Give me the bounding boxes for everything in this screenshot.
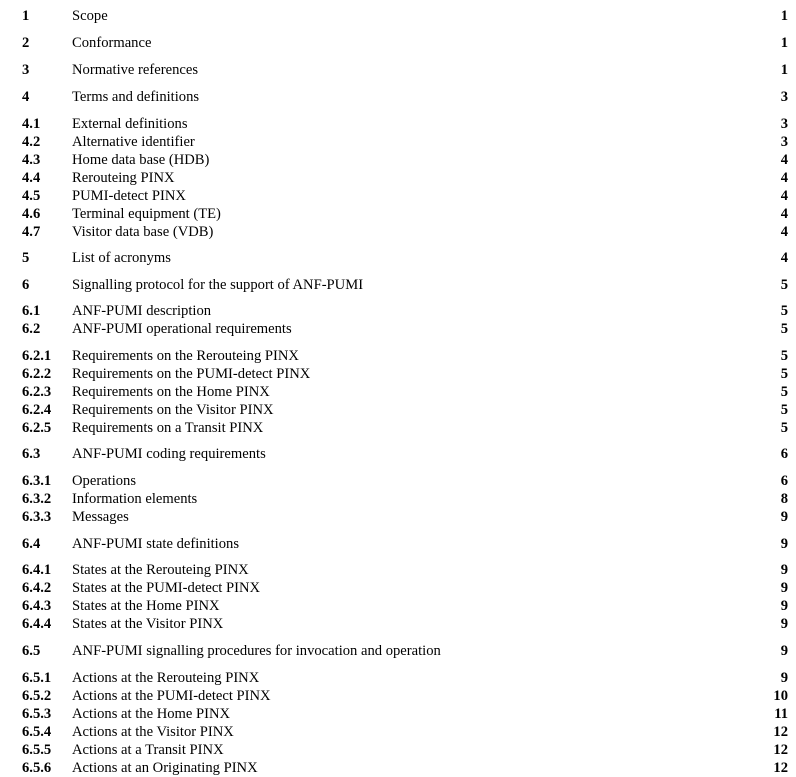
toc-entry-number: 6.5.4 <box>22 724 52 740</box>
toc-entry[interactable] <box>0 61 796 79</box>
toc-entry-title[interactable]: Alternative identifier <box>72 134 195 150</box>
toc-entry[interactable] <box>0 383 796 401</box>
toc-entry-page-number: 5 <box>780 303 788 319</box>
toc-entry[interactable] <box>0 34 796 52</box>
toc-entry-page-number: 8 <box>780 491 788 507</box>
toc-entry-title[interactable]: Actions at the Rerouteing PINX <box>72 670 260 686</box>
toc-entry-page-number: 3 <box>780 89 788 105</box>
toc-entry-page-number: 4 <box>780 206 788 222</box>
toc-entry-number: 1 <box>22 8 30 24</box>
toc-entry[interactable] <box>0 88 796 106</box>
toc-entry[interactable] <box>0 115 796 133</box>
toc-entry-title[interactable]: Rerouteing PINX <box>72 170 175 186</box>
toc-entry-page-number: 1 <box>780 8 788 24</box>
toc-entry-number: 4.3 <box>22 152 41 168</box>
toc-entry-number: 4.7 <box>22 224 41 240</box>
toc-entry-page-number: 9 <box>780 509 788 525</box>
toc-entry-page-number: 1 <box>780 35 788 51</box>
toc-entry[interactable] <box>0 723 796 741</box>
toc-entry-title[interactable]: Requirements on the PUMI-detect PINX <box>72 366 311 382</box>
toc-entry-title[interactable]: ANF-PUMI description <box>72 303 212 319</box>
toc-entry-number: 2 <box>22 35 30 51</box>
toc-entry[interactable] <box>0 445 796 463</box>
toc-entry-number: 6.5 <box>22 643 41 659</box>
toc-entry-number: 6.5.5 <box>22 742 52 758</box>
toc-entry-title[interactable]: Messages <box>72 509 129 525</box>
toc-entry-number: 6.2.4 <box>22 402 52 418</box>
toc-entry-number: 6.4 <box>22 536 41 552</box>
toc-entry-page-number: 10 <box>773 688 788 704</box>
toc-entry-number: 5 <box>22 250 30 266</box>
toc-entry[interactable] <box>0 401 796 419</box>
toc-entry-title[interactable]: States at the Rerouteing PINX <box>72 562 249 578</box>
toc-entry[interactable] <box>0 615 796 633</box>
toc-entry-number: 6.3.1 <box>22 473 52 489</box>
toc-entry-number: 6.4.2 <box>22 580 52 596</box>
toc-entry-title[interactable]: Information elements <box>72 491 198 507</box>
toc-entry-title[interactable]: Actions at the Visitor PINX <box>72 724 234 740</box>
toc-entry[interactable] <box>0 205 796 223</box>
toc-entry[interactable] <box>0 579 796 597</box>
toc-entry-number: 6.5.6 <box>22 760 52 776</box>
toc-entry-title[interactable]: Visitor data base (VDB) <box>72 224 214 240</box>
toc-entry-number: 6.2 <box>22 321 41 337</box>
toc-entry-title[interactable]: Requirements on a Transit PINX <box>72 420 264 436</box>
toc-entry-page-number: 5 <box>780 366 788 382</box>
toc-entry-page-number: 5 <box>780 348 788 364</box>
toc-entry-number: 4.1 <box>22 116 41 132</box>
toc-entry-page-number: 5 <box>780 402 788 418</box>
toc-entry-number: 3 <box>22 62 30 78</box>
toc-entry-title[interactable]: ANF-PUMI coding requirements <box>72 446 266 462</box>
toc-entry-number: 4.5 <box>22 188 41 204</box>
toc-entry-number: 6.5.2 <box>22 688 52 704</box>
toc-entry-number: 6.2.2 <box>22 366 52 382</box>
toc-entry[interactable] <box>0 687 796 705</box>
toc-entry[interactable] <box>0 276 796 294</box>
toc-entry-page-number: 6 <box>780 446 788 462</box>
toc-entry-title[interactable]: List of acronyms <box>72 250 171 266</box>
toc-entry-number: 4 <box>22 89 30 105</box>
toc-entry-title[interactable]: Requirements on the Home PINX <box>72 384 270 400</box>
toc-entry-title[interactable]: Terminal equipment (TE) <box>72 206 221 222</box>
toc-entry-page-number: 5 <box>780 277 788 293</box>
toc-entry[interactable] <box>0 561 796 579</box>
toc-entry[interactable] <box>0 133 796 151</box>
toc-entry-number: 6.3.2 <box>22 491 52 507</box>
toc-entry-number: 6.4.3 <box>22 598 52 614</box>
toc-entry[interactable] <box>0 187 796 205</box>
toc-entry-title[interactable]: ANF-PUMI operational requirements <box>72 321 292 337</box>
toc-entry-page-number: 4 <box>780 188 788 204</box>
toc-entry-page-number: 9 <box>780 670 788 686</box>
toc-entry-page-number: 6 <box>780 473 788 489</box>
toc-entry-page-number: 11 <box>774 706 788 722</box>
toc-entry-title[interactable]: States at the Visitor PINX <box>72 616 224 632</box>
toc-entry-page-number: 9 <box>780 598 788 614</box>
toc-entry-page-number: 4 <box>780 224 788 240</box>
toc-entry-title[interactable]: States at the PUMI-detect PINX <box>72 580 261 596</box>
toc-entry-page-number: 4 <box>780 170 788 186</box>
toc-entry-title[interactable]: Requirements on the Visitor PINX <box>72 402 274 418</box>
toc-entry-number: 6 <box>22 277 30 293</box>
toc-entry-title[interactable]: ANF-PUMI signalling procedures for invocation and operation <box>72 643 441 659</box>
toc-entry-number: 6.1 <box>22 303 41 319</box>
toc-entry-page-number: 5 <box>780 384 788 400</box>
toc-entry[interactable] <box>0 759 796 777</box>
toc-entry-title[interactable]: Actions at an Originating PINX <box>72 760 258 776</box>
toc-entry[interactable] <box>0 365 796 383</box>
toc-entry-number: 6.2.5 <box>22 420 52 436</box>
toc-entry[interactable] <box>0 705 796 723</box>
toc-entry-title[interactable]: Operations <box>72 473 137 489</box>
toc-entry-title[interactable]: Actions at the Home PINX <box>72 706 231 722</box>
toc-entry[interactable] <box>0 302 796 320</box>
toc-entry-number: 6.4.1 <box>22 562 52 578</box>
toc-entry-page-number: 9 <box>780 580 788 596</box>
toc-entry-number: 4.2 <box>22 134 41 150</box>
toc-entry-number: 4.6 <box>22 206 41 222</box>
toc-entry-number: 6.5.1 <box>22 670 52 686</box>
toc-entry-page-number: 9 <box>780 616 788 632</box>
toc-entry-page-number: 12 <box>773 742 788 758</box>
toc-entry-number: 6.3 <box>22 446 41 462</box>
toc-entry-number: 4.4 <box>22 170 41 186</box>
toc-entry-number: 6.5.3 <box>22 706 52 722</box>
toc-entry-title[interactable]: Actions at the PUMI-detect PINX <box>72 688 271 704</box>
toc-entry-page-number: 4 <box>780 152 788 168</box>
toc-entry[interactable] <box>0 320 796 338</box>
toc-entry-page-number: 9 <box>780 562 788 578</box>
toc-entry-title[interactable]: External definitions <box>72 116 188 132</box>
toc-entry[interactable] <box>0 249 796 267</box>
toc-entry-page-number: 5 <box>780 321 788 337</box>
toc-entry[interactable] <box>0 169 796 187</box>
toc-entry-number: 6.3.3 <box>22 509 52 525</box>
toc-entry-page-number: 4 <box>780 250 788 266</box>
toc-entry-title[interactable]: States at the Home PINX <box>72 598 220 614</box>
toc-entry[interactable] <box>0 347 796 365</box>
toc-entry-title[interactable]: Scope <box>72 8 108 24</box>
toc-entry-page-number: 12 <box>773 724 788 740</box>
toc-entry-number: 6.2.1 <box>22 348 52 364</box>
toc-entry[interactable] <box>0 7 796 25</box>
toc-entry[interactable] <box>0 151 796 169</box>
toc-entry[interactable] <box>0 508 796 526</box>
toc-entry[interactable] <box>0 535 796 553</box>
toc-entry-title[interactable]: ANF-PUMI state definitions <box>72 536 240 552</box>
toc-entry-number: 6.4.4 <box>22 616 52 632</box>
toc-entry-page-number: 3 <box>780 116 788 132</box>
toc-entry-title[interactable]: Signalling protocol for the support of ANF-PUMI <box>72 277 364 293</box>
toc-entry[interactable] <box>0 472 796 490</box>
toc-entry-page-number: 5 <box>780 420 788 436</box>
toc-entry[interactable] <box>0 741 796 759</box>
toc-entry-page-number: 1 <box>780 62 788 78</box>
toc-entry[interactable] <box>0 223 796 241</box>
toc-entry-page-number: 3 <box>780 134 788 150</box>
toc-entry-title[interactable]: Normative references <box>72 62 198 78</box>
toc-entry-page-number: 12 <box>773 760 788 776</box>
toc-entry-page-number: 9 <box>780 536 788 552</box>
toc-entry[interactable] <box>0 490 796 508</box>
toc-entry[interactable] <box>0 597 796 615</box>
toc-entry-title[interactable]: Actions at a Transit PINX <box>72 742 224 758</box>
toc-entry-page-number: 9 <box>780 643 788 659</box>
toc-entry-title[interactable]: Home data base (HDB) <box>72 152 210 168</box>
toc-entry[interactable] <box>0 669 796 687</box>
toc-entry-title[interactable]: PUMI-detect PINX <box>72 188 186 204</box>
toc-entry-title[interactable]: Terms and definitions <box>72 89 200 105</box>
toc-entry-title[interactable]: Conformance <box>72 35 152 51</box>
toc-entry-number: 6.2.3 <box>22 384 52 400</box>
toc-entry[interactable] <box>0 642 796 660</box>
toc-entry-title[interactable]: Requirements on the Rerouteing PINX <box>72 348 299 364</box>
toc-entry[interactable] <box>0 419 796 437</box>
